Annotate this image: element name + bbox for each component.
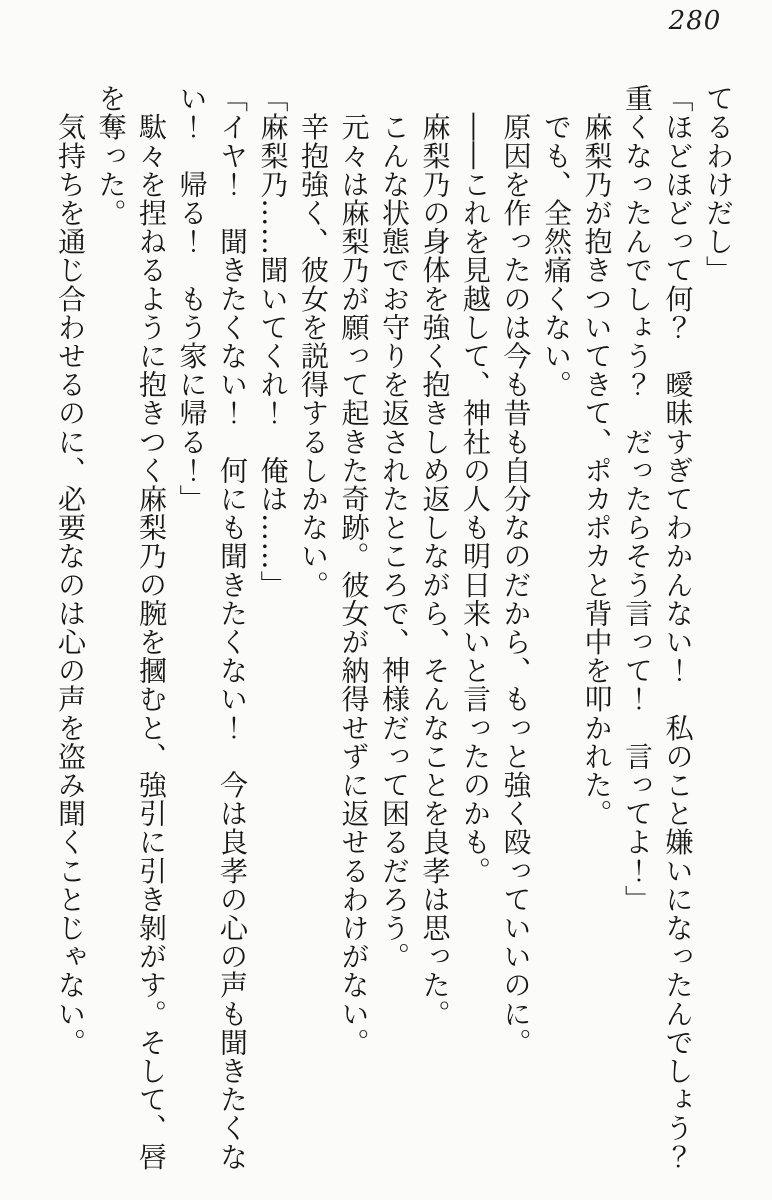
paragraph: 駄々を捏ねるように抱きつく麻梨乃の腕を摑むと、強引に引き剝がす。そして、唇を奪った。	[94, 84, 168, 1171]
paragraph: 麻梨乃の身体を強く抱きしめ返しながら、そんなことを良孝は思った。	[418, 84, 452, 1028]
paragraph: 麻梨乃が抱きついてきて、ポカポカと背中を叩かれた。	[580, 84, 614, 828]
paragraph: 「ほどほどって何？ 曖昧すぎてわかんない！ 私のこと嫌いになったんでしょう？ 重くなったんでしょう？ だったらそう言って！ 言ってよ！」	[621, 84, 695, 1200]
paragraph: 辛抱強く、彼女を説得するしかない。	[297, 84, 330, 599]
paragraph: ――これを見越して、神社の人も明日来いと言ったのかも。	[459, 84, 492, 885]
paragraph: 「麻梨乃……聞いてくれ！ 俺は……」	[256, 84, 290, 599]
text-block	[50, 84, 739, 1200]
paragraph: 気持ちを通じ合わせるのに、必要なのは心の声を盗み聞くことじゃない。	[54, 84, 87, 1057]
paragraph: てるわけだし」	[702, 84, 735, 285]
paragraph: 元々は麻梨乃が願って起きた奇跡。彼女が納得せずに返せるわけがない。	[337, 84, 371, 1057]
paragraph: 原因を作ったのは今も昔も自分なのだから、もっと強く殴っていいのに。	[499, 84, 533, 1057]
paragraph: 「イヤ！ 聞きたくない！ 何にも聞きたくない！ 今は良孝の心の声も聞きたくない！ 帰る！ もう家に帰る！」	[175, 84, 249, 1171]
paragraph: こんな状態でお守りを返されたところで、神様だって困るだろう。	[378, 84, 411, 971]
page-number: 280	[668, 6, 722, 36]
paragraph: でも、全然痛くない。	[540, 84, 573, 399]
